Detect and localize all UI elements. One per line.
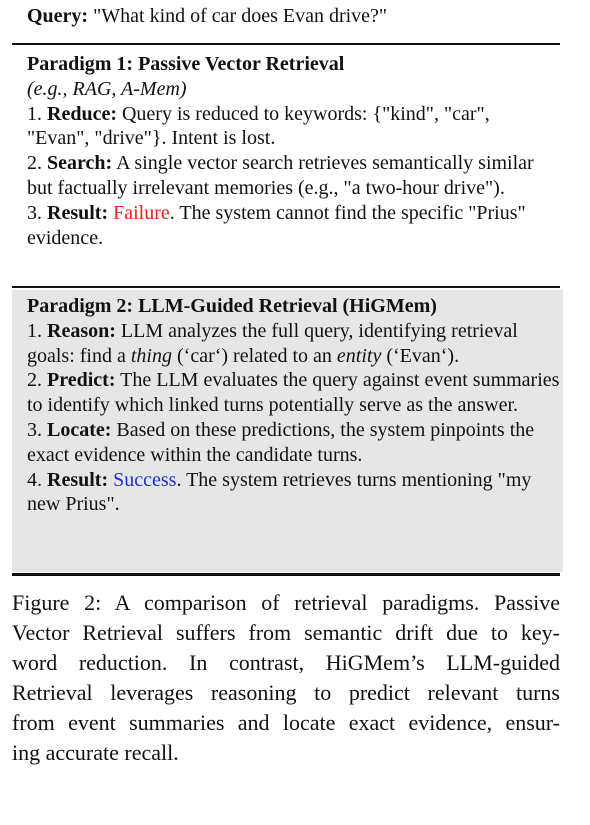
step-text: . The system retrieves turns mentioning "my new Prius". bbox=[27, 468, 532, 516]
caption-line: word reduction. In contrast, HiGMem’s LLM-guided bbox=[12, 650, 560, 675]
query-text: "What kind of car does Evan drive?" bbox=[88, 5, 388, 27]
step-label: Result: bbox=[47, 201, 109, 224]
figure-caption bbox=[12, 588, 560, 768]
paradigm1-step-result bbox=[27, 201, 557, 251]
step-text: The LLM evaluates the query against event summaries to identify which linked turns potentially serve as the answer. bbox=[27, 369, 560, 417]
paradigm1-panel bbox=[27, 52, 557, 250]
step-text: LLM analyzes the full query, identifying retrieval goals: find a bbox=[27, 319, 518, 367]
step-number: 4. bbox=[27, 468, 47, 491]
paradigm1-subtitle: (e.g., RAG, A-Mem) bbox=[27, 77, 187, 100]
query-label: Query: bbox=[27, 5, 89, 27]
paradigm2-title: Paradigm 2: LLM-Guided Retrieval (HiGMem) bbox=[27, 295, 437, 317]
step-text: Query is reduced to keywords: {"kind", "car", "Evan", "drive"}. Intent is lost. bbox=[27, 102, 490, 150]
caption-line: Retrieval leverages reasoning to predict relevant turns bbox=[12, 680, 560, 705]
emphasis-thing: thing bbox=[130, 344, 172, 367]
caption-line: from event summaries and locate exact evidence, ensur- bbox=[12, 710, 560, 735]
caption-line: Vector Retrieval suffers from semantic drift due to key- bbox=[12, 620, 560, 645]
step-number: 3. bbox=[27, 418, 47, 441]
step-text: A single vector search retrieves semantically similar but factually irrelevant memories (e.g., "a two-hour drive"). bbox=[27, 152, 534, 199]
paradigm2-step-predict bbox=[27, 368, 563, 418]
step-text: Based on these predictions, the system pinpoints the exact evidence within the candidate turns. bbox=[27, 418, 535, 466]
step-text: (‘Evan‘). bbox=[381, 344, 460, 367]
paradigm1-step-search bbox=[27, 151, 557, 201]
top-divider bbox=[12, 43, 560, 45]
step-number: 1. bbox=[27, 319, 47, 342]
step-text: (‘car‘) related to an bbox=[172, 344, 337, 367]
paradigm2-panel bbox=[12, 290, 563, 572]
step-label: Result: bbox=[47, 468, 109, 491]
success-status: Success bbox=[113, 468, 177, 491]
middle-divider bbox=[12, 286, 560, 288]
step-text: . The system cannot find the specific "Prius" evidence. bbox=[27, 201, 526, 249]
caption-line: ing accurate recall. bbox=[12, 740, 179, 765]
step-number: 2. bbox=[27, 152, 47, 175]
step-label: Locate: bbox=[47, 418, 112, 441]
step-number: 2. bbox=[27, 369, 47, 392]
paradigm1-title: Paradigm 1: Passive Vector Retrieval bbox=[27, 53, 345, 75]
paradigm1-step-reduce bbox=[27, 102, 557, 152]
step-label: Reduce: bbox=[47, 102, 117, 125]
paradigm2-step-locate bbox=[27, 418, 563, 468]
step-number: 3. bbox=[27, 201, 47, 224]
caption-line: Figure 2: A comparison of retrieval paradigms. Passive bbox=[12, 590, 560, 615]
bottom-divider bbox=[12, 573, 560, 576]
failure-status: Failure bbox=[113, 201, 170, 224]
emphasis-entity: entity bbox=[336, 344, 382, 367]
paradigm2-step-result bbox=[27, 468, 563, 518]
step-label: Search: bbox=[47, 152, 113, 175]
query-line bbox=[27, 4, 570, 28]
step-number: 1. bbox=[27, 102, 47, 125]
paradigm2-step-reason bbox=[27, 319, 563, 369]
step-label: Predict: bbox=[47, 369, 116, 392]
step-label: Reason: bbox=[47, 319, 116, 342]
